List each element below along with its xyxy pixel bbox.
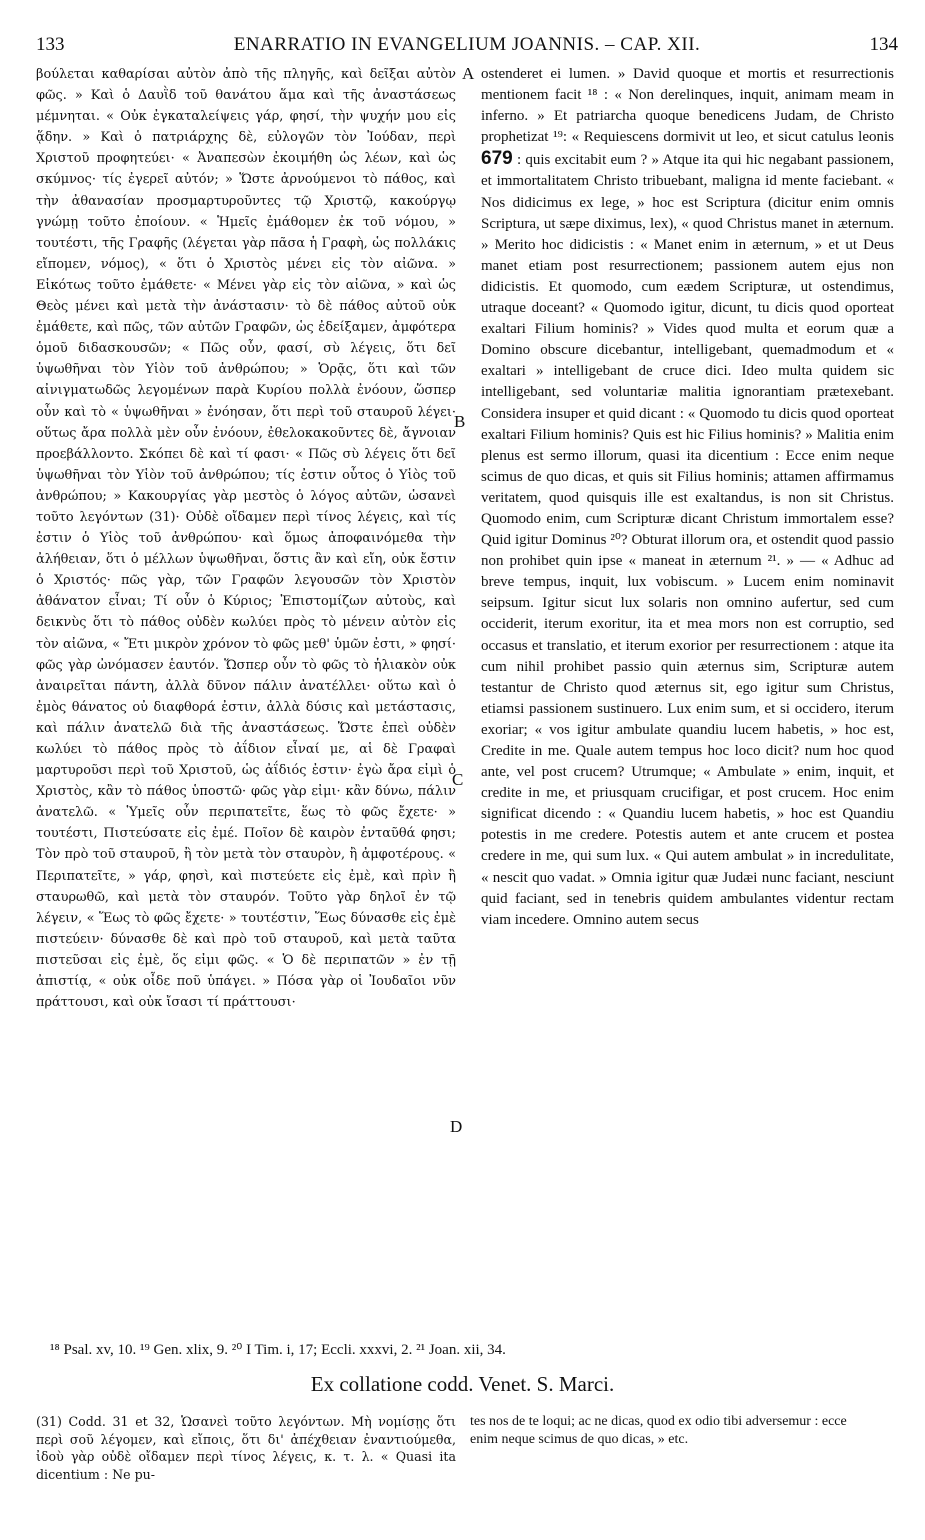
margin-letter-b: B — [454, 412, 466, 431]
margin-letter-c: C — [452, 770, 464, 789]
column-number: 679 — [481, 148, 513, 170]
collation-note-left: (31) Codd. 31 et 32, Ὡσανεὶ τοῦτο λεγόντων. Μὴ νομίσῃς ὅτι περὶ σοῦ λέγομεν, καὶ εἴποις, ὅτι δι' ἀπέχθειαν ἐναντιούμεθα, ἰδοὺ γὰρ οὐδὲ οἴδαμεν περὶ τίνος λέγεις, κ. τ. λ. « Quasi ita dicentium : Ne pu- — [36, 1414, 456, 1482]
collation-heading: Ex collatione codd. Venet. S. Marci. — [310, 1372, 615, 1396]
margin-letter-a: A — [462, 64, 475, 83]
page-number-left: 133 — [36, 34, 65, 55]
running-title: ENARRATIO IN EVANGELIUM JOANNIS. – CAP. XII. — [233, 34, 701, 55]
latin-text-part-2: : quis excitabit eum ? » Atque ita qui hic negabant passionem, et immortalitatem Christo tribuebant, maligna id mente faciebant. « Nos didicimus ex lege, » hoc est Scriptura (dicitur enim omnis Scriptura, ut sæpe diximus, lex), « quod Christus manet in æternum. » Merito hoc didicistis : « Manet enim in æternum, » et ut Deus manet etiam post resurrectionem; passionem autem ejus non didicistis. Et quomodo, cum eædem Scripturæ, ut ostendimus, utraque doceant? « Quomodo igitur, dicunt, tu dicis quod oporteat exaltari Filium hominis? » Vides quod multa et eorum quæ a Domino obscure dicebantur, intelligebant, quemadmodum et « exaltari » intelligebant de cruce dici. Ideo multa quidem sic intelligebant, sed voluntariæ malitia ignorantiam prætexebant. Considera insuper et quid dicant : « Quomodo tu dicis quod oporteat exaltari Filium hominis? Quis est hic Filius hominis? » Malitia enim plenus est sermo illorum, quasi ita dicentium : Ecce enim neque scimus de quo dicas, et quis sit Filius hominis; attamen affirmamus veritatem, quod quisquis ille est exaltandus, is non sit Christus. Quomodo enim, cum Scripturæ dicant Christum immortalem esse? Quid igitur Dominus ²⁰? Obturat illorum ora, et ostendit quod passio non prohibet quin ipse « maneat in æternum ²¹. » — « Adhuc ad breve tempus, inquit, lux vobiscum. » Lucem enim nominavit seipsum. Igitur sicut lux solaris non omnino aufertur, sed cum occiderit, iterum exoritur, ita et mea mors non est corruptio, sed occasus et translatio, et iterum exorior per resurrectionem : atque ita cum nihil prohibet passio quin æternus sim, Scripturæ autem testantur de Christo quod æternus sit, ego igitur sum Christus, etiamsi passionem sustinuero. Lux enim sum, et si occidero, iterum exoriar; « vos igitur ambulate quandiu lucem habetis, » hoc est, Credite in me. Quale autem tempus hoc loco dicit? num hoc quod ante, vel post crucem? Utrumque; « Ambulate » enim, inquit, et credite in me, et priusquam crucifigar, et post crucem. Hoc enim significat dicendo : « Quandiu lucem habetis, » hoc est Quandiu potestis in me credere. Potestis autem et ante crucem et postea credere in me, qui sum lux. « Qui autem ambulat » in incredulitate, « nescit quo vadat. » Omnia igitur quæ Judæi nunc faciant, nesciunt quid faciant, sed in tenebris quidem ambulantes videntur rectam viam incedere. Omnino autem secus — [481, 152, 894, 928]
latin-text — [481, 64, 894, 931]
latin-text-part-1: ostenderet ei lumen. » David quoque et mortis et resurrectionis mentionem facit ¹⁸ : « Non derelinques, inquit, animam meam in inferno. » Et patriarcha quoque benedicens Judam, de Christo prophetizat ¹⁹: « Requiescens dormivit ut leo, et sicut catulus leonis — [481, 66, 894, 146]
footnotes: ¹⁸ Psal. xv, 10. ¹⁹ Gen. xlix, 9. ²⁰ I Tim. i, 17; Eccli. xxxvi, 2. ²¹ Joan. xii, 34. — [50, 1342, 506, 1358]
running-header — [36, 34, 898, 58]
greek-text: βούλεται καθαρίσαι αὐτὸν ἀπὸ τῆς πληγῆς, καὶ δεῖξαι αὐτὸν φῶς. » Καὶ ὁ Δαυῒδ τοῦ θανάτου ἅμα καὶ τῆς ἀναστάσεως μέμνηται. « Οὐκ ἐγκαταλείψεις γάρ, φησί, τὴν ψυχήν μου εἰς ᾅδην. » Καὶ ὁ πατριάρχης δὲ, εὐλογῶν τὸν Ἰούδαν, περὶ Χριστοῦ προφητεύει· « Ἀναπεσὼν ἐκοιμήθη ὡς λέων, καὶ ὡς σκύμνος· τίς ἐγερεῖ αὐτόν; » Ὥστε ἀρνούμενοι τὸ πάθος, καὶ τὴν ἀθανασίαν προσμαρτυροῦντες τῷ Χριστῷ, κακούργῳ γνώμῃ τοῦτο ἐποίουν. « Ἡμεῖς ἐμάθομεν ἐκ τοῦ νόμου, » τουτέστι, τῆς Γραφῆς (λέγεται γὰρ πᾶσα ἡ Γραφὴ, ὡς πολλάκις εἴπομεν, νόμος), « ὅτι ὁ Χριστὸς μένει εἰς τὸν αἰῶνα. » Εἰκότως τοῦτο ἐμάθετε· « Μένει γὰρ εἰς τὸν αἰῶνα, » καὶ ὡς Θεὸς μένει καὶ μετὰ τὴν ἀνάστασιν· τὸ δὲ πάθος αὐτοῦ οὐκ ἐμάθετε, καὶ πῶς, τῶν αὐτῶν Γραφῶν, ὡς ἐδείξαμεν, ἀμφότερα ὁμοῦ διδασκουσῶν; « Πῶς οὖν, φασί, σὺ λέγεις, ὅτι δεῖ ὑψωθῆναι τὸν Υἱὸν τοῦ ἀνθρώπου; » Ὁρᾷς, ὅτι καὶ τῶν αἰνιγματωδῶς λεγομένων παρὰ Κυρίου πολλὰ ἐνόουν, ὥσπερ οὖν καὶ τὸ « ὑψωθῆναι » ἐνόησαν, ὅτι περὶ τοῦ σταυροῦ λέγει· οὕτως ἄρα πολλὰ μὲν οὖν ἐνόουν, ἐθελοκακοῦντες δὲ, ἄγνοιαν προεβάλλοντο. Σκόπει δὲ καὶ τί φασι· « Πῶς σὺ λέγεις ὅτι δεῖ ὑψωθῆναι τὸν Υἱὸν τοῦ ἀνθρώπου; τίς ἐστιν οὗτος ὁ Υἱὸς τοῦ ἀνθρώπου; » Κακουργίας γὰρ μεστὸς ὁ λόγος αὐτῶν, ὡσανεὶ τοῦτο λεγόντων (31)· Οὐδὲ οἴδαμεν περὶ τίνος λέγεις, καὶ τίς ἐστιν ὁ Υἱὸς τοῦ ἀνθρώπου· καὶ ὅμως ἀποφαινόμεθα τὴν ἀλήθειαν, ὅτι ὁ μέλλων ὑψωθῆναι, ὅστις ἂν καὶ εἴη, οὐκ ἔστιν ὁ Χριστός· πῶς γὰρ, τῶν Γραφῶν λεγουσῶν τὸν Χριστὸν ἀθάνατον εἶναι; Τί οὖν ὁ Κύριος; Ἐπιστομίζων αὐτοὺς, καὶ δεικνὺς ὅτι τὸ πάθος οὐδὲν κωλύει πρὸς τὸ μένειν αὐτὸν εἰς τὸν αἰῶνα, « Ἔτι μικρὸν χρόνον τὸ φῶς μεθ' ὑμῶν ἐστι, » φησί· φῶς γὰρ ὠνόμασεν ἑαυτόν. Ὥσπερ οὖν τὸ φῶς τὸ ἡλιακὸν οὐκ ἀναιρεῖται πάντη, ἀλλὰ δῦνον πάλιν ἀνατέλλει· οὕτω καὶ ὁ ἐμὸς θάνατος οὐ διαφθορά ἐστιν, ἀλλὰ δύσις καὶ μετάστασις, καὶ πάλιν ἀνατελῶ διὰ τῆς ἀναστάσεως. Ὥστε ἐπεὶ οὐδὲν κωλύει τὸ πάθος πρὸς τὸ ἀΐδιον εἶναί με, αἱ δὲ Γραφαὶ μαρτυροῦσι περὶ τοῦ Χριστοῦ, ὡς ἀΐδιός ἐστιν· ἐγὼ ἄρα εἰμὶ ὁ Χριστὸς, κἂν τὸ πάθος ὑποστῶ· φῶς γὰρ εἰμι· κἂν δύνω, πάλιν ἀνατελῶ. « Ὑμεῖς οὖν περιπατεῖτε, ἕως τὸ φῶς ἔχετε· » τουτέστι, Πιστεύσατε εἰς ἐμέ. Ποῖον δὲ καιρὸν ἐνταῦθά φησι; Τὸν πρὸ τοῦ σταυροῦ, ἢ τὸν μετὰ τὸν σταυρὸν, ἢ ἀμφοτέρους. « Περιπατεῖτε, » γάρ, φησὶ, καὶ πιστεύετε εἰς ἐμὲ, καὶ πρὶν ἢ σταυρωθῶ, καὶ μετὰ τὸν σταυρόν. Τοῦτο γὰρ δηλοῖ ἐν τῷ λέγειν, « Ἕως τὸ φῶς ἔχετε· » τουτέστιν, Ἕως δύνασθε εἰς ἐμὲ πιστεύειν· δύνασθε δὲ καὶ πρὸ τοῦ σταυροῦ, καὶ μετὰ ταῦτα πιστεῦσαι εἰς ἐμὲ, ὅς εἰμι φῶς. « Ὁ δὲ περιπατῶν » ἐν τῇ ἀπιστίᾳ, « οὐκ οἶδε ποῦ ὑπάγει. » Πόσα γὰρ οἱ Ἰουδαῖοι νῦν πράττουσι, καὶ οὐκ ἴσασι τί πράττουσι· — [36, 67, 456, 1011]
collation-note-right: tes nos de te loqui; ac ne dicas, quod ex odio tibi adversemur : ecce enim neque scimus de quo dicas, » etc. — [470, 1414, 847, 1447]
latin-column — [481, 64, 894, 931]
greek-column — [36, 64, 456, 1013]
margin-letter-d: D — [450, 1117, 463, 1136]
page-number-right: 134 — [869, 34, 898, 55]
